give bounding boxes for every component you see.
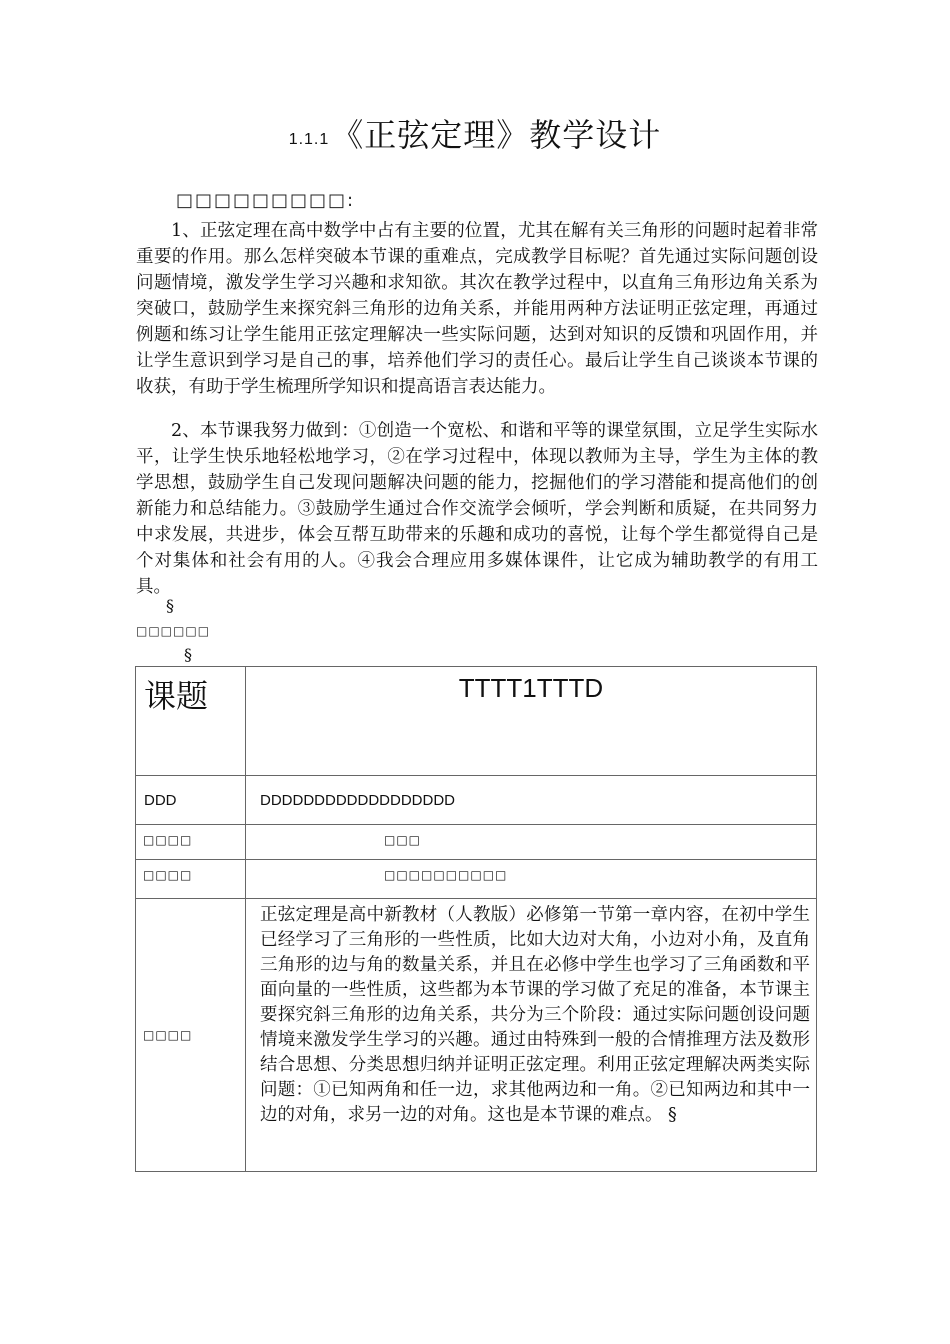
- table-heading: □□□□□□: [136, 624, 211, 638]
- table-row: [136, 667, 817, 776]
- table-row: [136, 825, 817, 860]
- table-row: [136, 860, 817, 899]
- title-text: 《正弦定理》教学设计: [331, 116, 662, 154]
- section-mark: §: [184, 645, 192, 664]
- table-cell-value: [246, 667, 817, 776]
- row-label: □□□□: [143, 1028, 193, 1042]
- table-cell-label: [136, 899, 246, 1172]
- topic-value: TTTT1TTTD: [458, 673, 604, 703]
- lesson-info-table: [135, 666, 817, 1172]
- title-number: 1.1.1: [288, 131, 330, 148]
- table-cell-value: [246, 825, 817, 860]
- content-analysis-text: 正弦定理是高中新教材（人教版）必修第一节第一章内容，在初中学生已经学习了三角形的一些性质，比如大边对大角，小边对小角，及直角三角形的边与角的数量关系，并且在必修中学生也学习了三角函数和平面向量的一些性质，这些都为本节课的学习做了充足的准备，本节课主要探究斜三角形的边角关系，共分为三个阶段：通过实际问题创设问题情境来激发学生学习的兴趣。通过由特殊到一般的合情推理方法及数形结合思想、分类思想归纳并证明正弦定理。利用正弦定理解决两类实际问题：①已知两角和任一边，求其他两边和一角。②已知两边和其中一边的对角，求另一边的对角。这也是本节课的难点。 §: [260, 905, 810, 1125]
- table-cell-value: [246, 860, 817, 899]
- table-row: [136, 776, 817, 825]
- section-mark: §: [166, 596, 174, 615]
- document-title: [0, 110, 950, 156]
- table-cell-label: [136, 667, 246, 776]
- table-cell-value: [246, 776, 817, 825]
- table-cell-label: [136, 860, 246, 899]
- row-value: □□□□□□□□□□: [384, 868, 508, 882]
- row-value: DDDDDDDDDDDDDDDDDD: [260, 792, 455, 809]
- paragraph-1: 1、正弦定理在高中数学中占有主要的位置，尤其在解有关三角形的问题时起着非常重要的作用。那么怎样突破本节课的重难点，完成教学目标呢？首先通过实际问题创设问题情境，激发学生学习兴趣和求知欲。其次在教学过程中，以直角三角形边角关系为突破口，鼓励学生来探究斜三角形的边角关系，并能用两种方法证明正弦定理，再通过例题和练习让学生能用正弦定理解决一些实际问题，达到对知识的反馈和巩固作用，并让学生意识到学习是自己的事，培养他们学习的责任心。最后让学生自己谈谈本节课的收获，有助于学生梳理所学知识和提高语言表达能力。: [136, 221, 818, 397]
- paragraph-2: 2、本节课我努力做到：①创造一个宽松、和谐和平等的课堂氛围，立足学生实际水平，让学生快乐地轻松地学习，②在学习过程中，体现以教师为主导，学生为主体的教学思想，鼓励学生自己发现问题解决问题的能力，挖掘他们的学习潜能和提高他们的创新能力和总结能力。③鼓励学生通过合作交流学会倾听，学会判断和质疑，在共同努力中求发展，共进步，体会互帮互助带来的乐趣和成功的喜悦，让每个学生都觉得自己是个对集体和社会有用的人。④我会合理应用多媒体课件，让它成为辅助教学的有用工具。: [136, 421, 818, 597]
- row-label: DDD: [144, 792, 177, 809]
- table-cell-label: [136, 825, 246, 860]
- table-cell-value: [246, 899, 817, 1172]
- row-label: □□□□: [143, 833, 193, 847]
- section-heading: □□□□□□□□□:: [176, 190, 356, 211]
- table-cell-label: [136, 776, 246, 825]
- row-value: □□□: [384, 833, 422, 847]
- table-row: [136, 899, 817, 1172]
- topic-label: 课题: [144, 677, 209, 715]
- row-label: □□□□: [143, 868, 193, 882]
